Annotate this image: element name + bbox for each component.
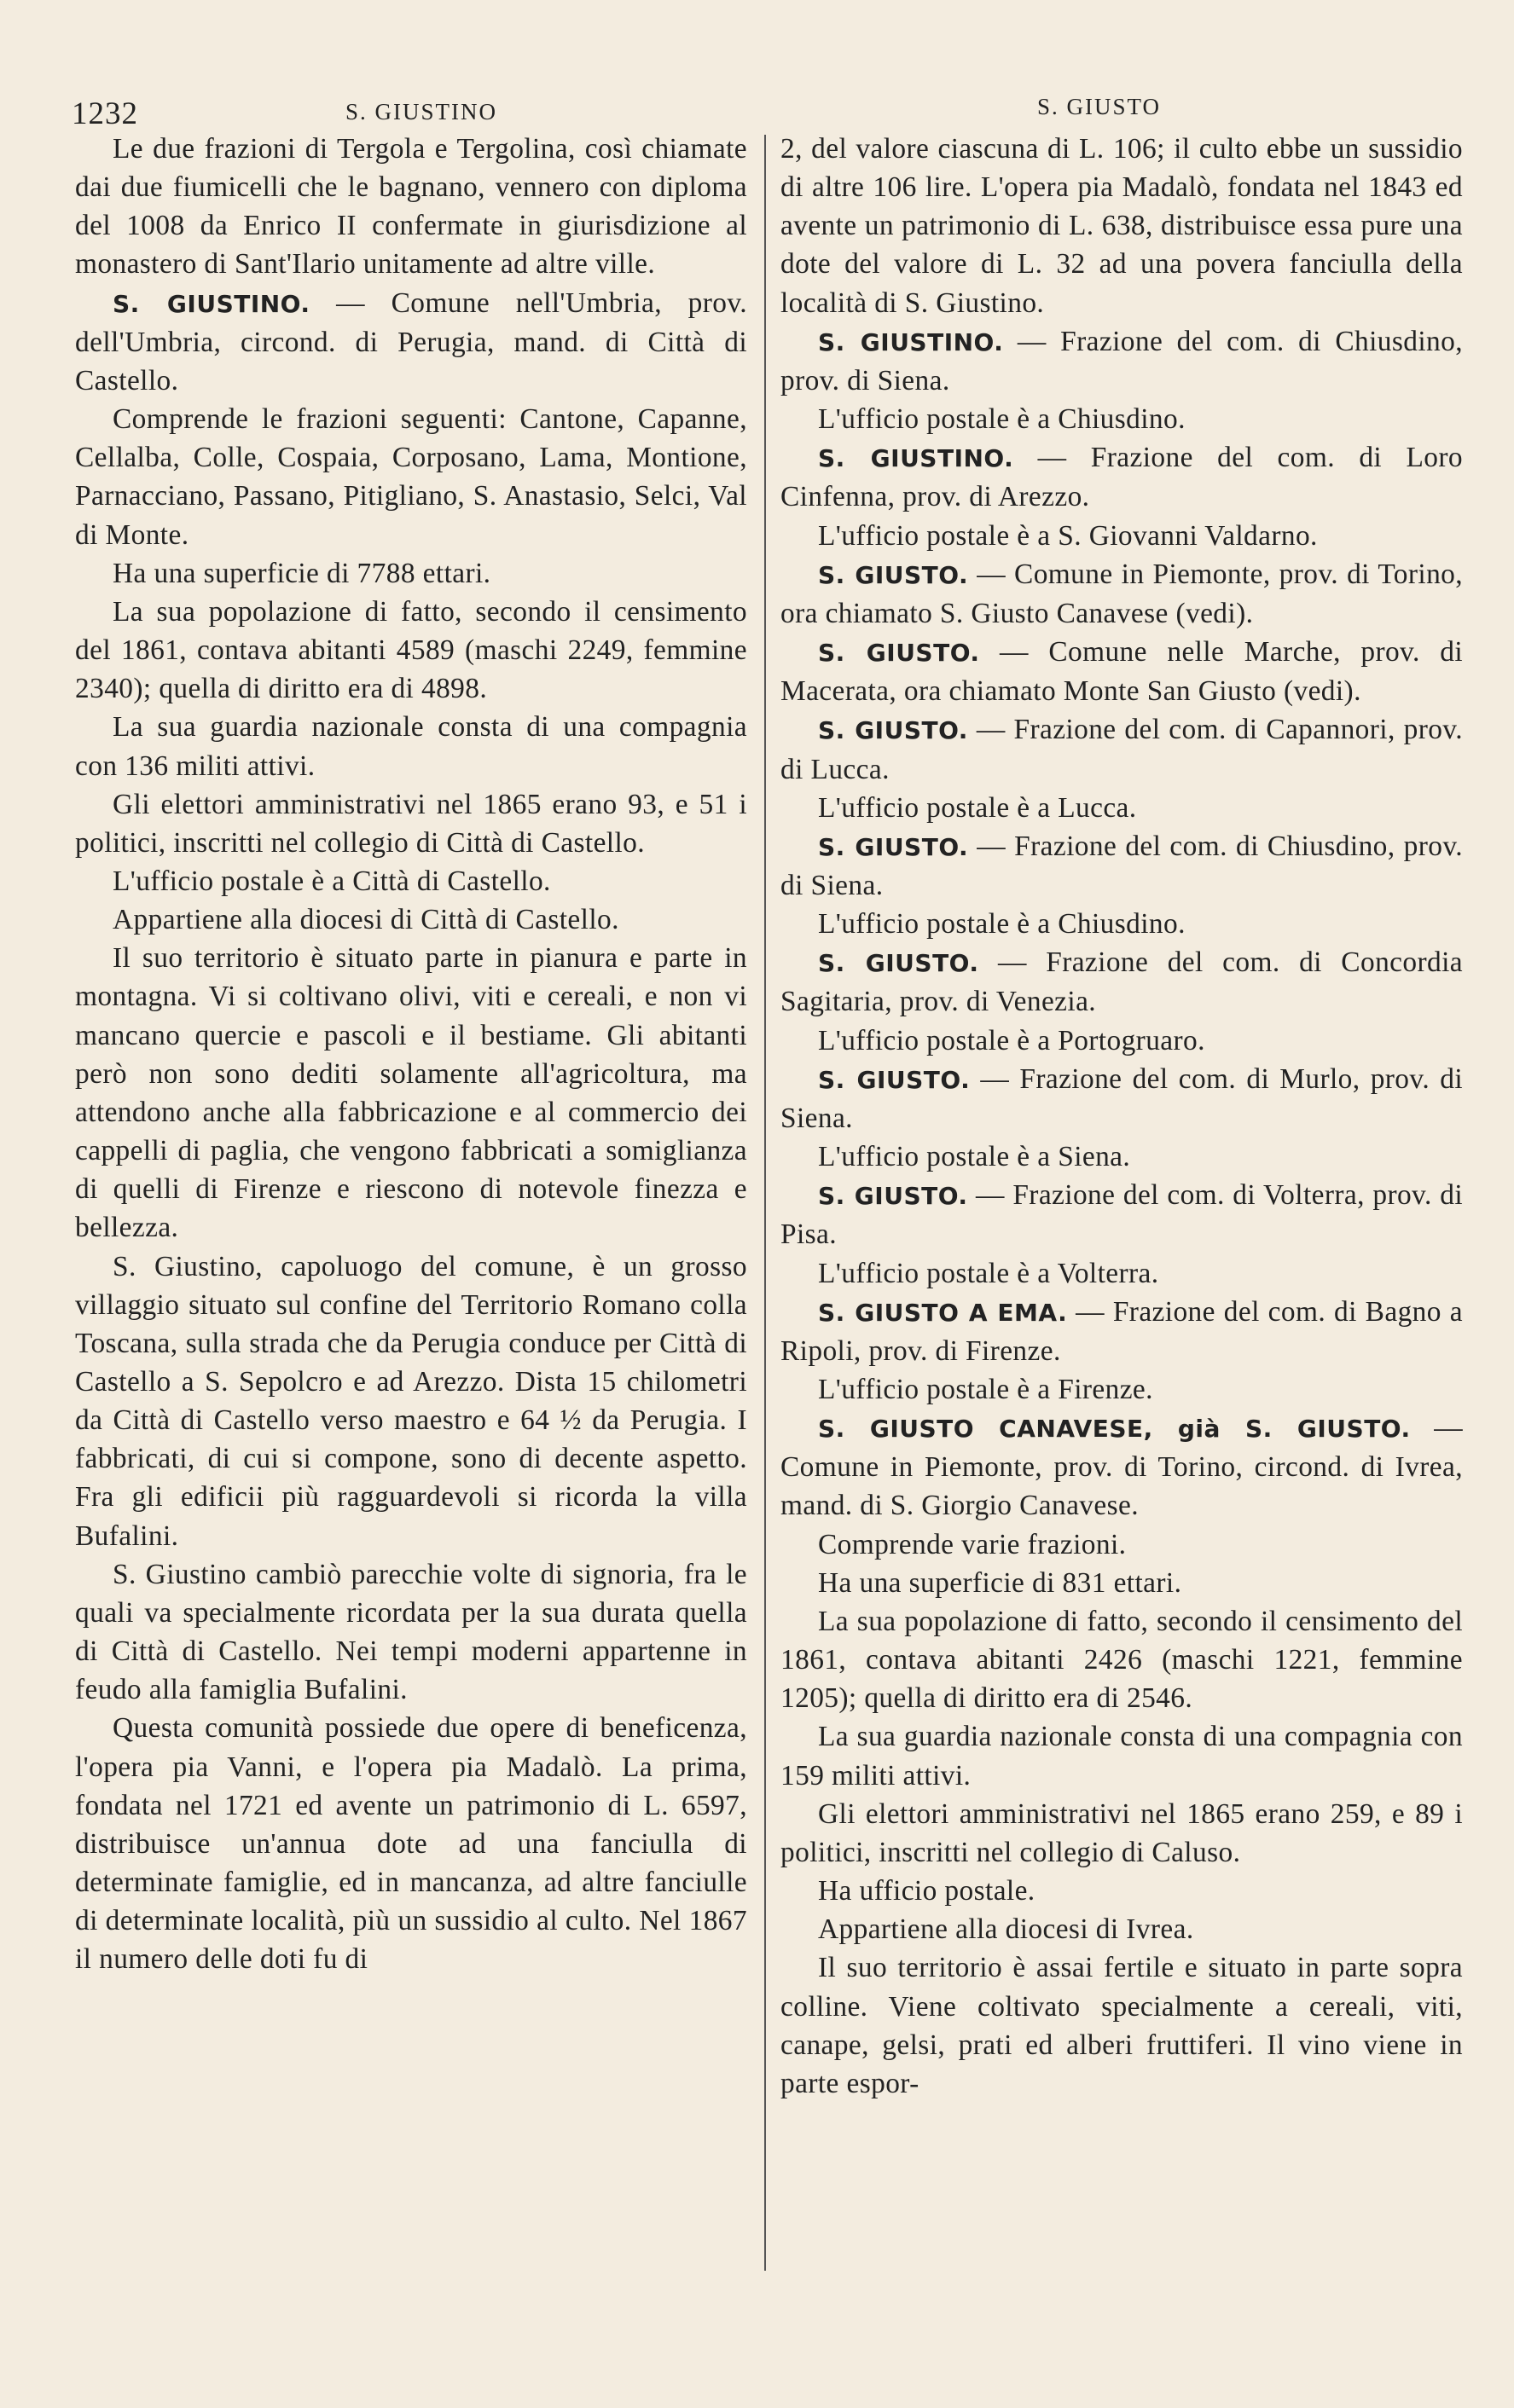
paragraph-text: L'ufficio postale è a Chiusdino. <box>818 403 1186 436</box>
body-paragraph <box>780 1022 1463 1060</box>
paragraph-text: — Frazione del com. di Murlo, prov. di Siena. <box>780 1062 1464 1134</box>
entry-paragraph <box>780 827 1463 905</box>
paragraph-text: L'ufficio postale è a Chiusdino. <box>818 908 1186 941</box>
running-head-right: S. GIUSTO <box>1037 94 1162 119</box>
entry-headword: S. GIUSTO. <box>818 1065 971 1094</box>
paragraph-text: La sua popolazione di fatto, secondo il censimento del 1861, contava abitanti 4589 (maschi 2249, femmine 2340); quella di diritto era di 4898. <box>75 595 747 705</box>
paragraph-text: Le due frazioni di Tergola e Tergolina, così chiamate dai due fiumicelli che le bagnano, vennero con diploma del 1008 da Enrico II confermate in giurisdizione al monastero di Sant'Ilario unitamente ad altre ville. <box>75 133 747 281</box>
body-paragraph <box>75 1709 747 1978</box>
body-paragraph <box>780 400 1463 438</box>
body-paragraph <box>75 785 747 862</box>
entry-paragraph <box>780 1060 1463 1137</box>
paragraph-text: S. Giustino, capoluogo del comune, è un grosso villaggio situato sul confine del Territorio Romano colla Toscana, sulla strada che da Perugia conduce per Città di Castello a S. Sepolcro e ad Arezzo. Dista 15 chilometri da Città di Castello verso maestro e 64 ½ da Perugia. I fabbricati, di cui si compone, sono di decente aspetto. Fra gli edificii più ragguardevoli si ricorda la villa Bufalini. <box>75 1250 747 1552</box>
running-head-left: S. GIUSTINO <box>345 99 498 124</box>
entry-headword: S. GIUSTO. <box>818 639 980 668</box>
right-column <box>780 130 1463 2103</box>
entry-paragraph <box>780 555 1463 633</box>
paragraph-text: — Frazione del com. di Chiusdino, prov. di Siena. <box>780 830 1464 901</box>
body-paragraph <box>780 905 1463 943</box>
paragraph-text: — Comune in Piemonte, prov. di Torino, ora chiamato S. Giusto Canavese (vedi). <box>780 558 1464 629</box>
paragraph-text: L'ufficio postale è a Volterra. <box>818 1257 1159 1289</box>
body-paragraph <box>780 789 1463 827</box>
paragraph-text: L'ufficio postale è a Città di Castello. <box>113 865 551 897</box>
entry-paragraph <box>780 710 1463 788</box>
entry-paragraph <box>780 438 1463 516</box>
entry-headword: S. GIUSTO. <box>818 1182 968 1211</box>
paragraph-text: Ha una superficie di 7788 ettari. <box>113 557 491 589</box>
entry-headword: S. GIUSTO A EMA. <box>818 1298 1068 1327</box>
body-paragraph <box>75 130 747 284</box>
entry-paragraph <box>780 633 1463 710</box>
body-paragraph <box>780 1795 1463 1872</box>
body-paragraph <box>780 1564 1463 1602</box>
left-column <box>75 130 747 1979</box>
paragraph-text: L'ufficio postale è a Portogruaro. <box>818 1024 1205 1056</box>
body-paragraph <box>75 900 747 939</box>
paragraph-text: — Frazione del com. di Concordia Sagitaria, prov. di Venezia. <box>780 946 1463 1018</box>
paragraph-text: — Frazione del com. di Volterra, prov. di Pisa. <box>780 1179 1464 1251</box>
paragraph-text: S. Giustino cambiò parecchie volte di signoria, fra le quali va specialmente ricordata per la sua durata quella di Città di Castello. Nei tempi moderni appartenne in feudo alla famiglia Bufalini. <box>75 1558 747 1706</box>
body-paragraph <box>780 1254 1463 1293</box>
entry-headword: S. GIUSTO. <box>818 716 968 745</box>
entry-paragraph <box>780 1409 1463 1525</box>
entry-headword: S. GIUSTO CANAVESE, già S. GIUSTO. <box>818 1415 1411 1444</box>
paragraph-text: Questa comunità possiede due opere di beneficenza, l'opera pia Vanni, e l'opera pia Madalò. La prima, fondata nel 1721 ed avente un patrimonio di L. 6597, distribuisce un'annua dote ad una fanciulla di determinate famiglie, ed in mancanza, ad altre fanciulle di determinate località, più un sussidio al culto. Nel 1867 il numero delle doti fu di <box>75 1712 747 1976</box>
body-paragraph <box>75 1555 747 1710</box>
body-paragraph <box>780 1948 1463 2103</box>
entry-headword: S. GIUSTO. <box>818 949 979 978</box>
body-paragraph <box>75 554 747 593</box>
paragraph-text: L'ufficio postale è a Lucca. <box>818 791 1137 824</box>
paragraph-text: 2, del valore ciascuna di L. 106; il culto ebbe un sussidio di altre 106 lire. L'opera pia Madalò, fondata nel 1843 ed avente un patrimonio di L. 638, distribuisce essa pure una dote del valore di L. 32 ad una povera fanciulla della località di S. Giustino. <box>780 133 1463 319</box>
paragraph-text: Ha una superficie di 831 ettari. <box>818 1566 1182 1599</box>
page-header <box>0 85 1514 136</box>
body-paragraph <box>75 939 747 1247</box>
paragraph-text: La sua guardia nazionale consta di una compagnia con 136 militi attivi. <box>75 711 747 782</box>
paragraph-text: — Frazione del com. di Loro Cinfenna, prov. di Arezzo. <box>780 442 1463 513</box>
paragraph-text: — Comune nelle Marche, prov. di Macerata, ora chiamato Monte San Giusto (vedi). <box>780 636 1463 708</box>
entry-headword: S. GIUSTO. <box>818 832 969 861</box>
paragraph-text: Il suo territorio è assai fertile e situato in parte sopra colline. Viene coltivato specialmente a cereali, viti, canape, gelsi, prati ed alberi fruttiferi. Il vino viene in parte espor- <box>780 1952 1463 2099</box>
body-paragraph <box>780 1137 1463 1176</box>
body-paragraph <box>75 708 747 784</box>
body-paragraph <box>780 1910 1463 1948</box>
paragraph-text: Ha ufficio postale. <box>818 1875 1035 1907</box>
paragraph-text: Comprende varie frazioni. <box>818 1528 1127 1560</box>
paragraph-text: La sua popolazione di fatto, secondo il censimento del 1861, contava abitanti 2426 (maschi 1221, femmine 1205); quella di diritto era di 2546. <box>780 1605 1463 1715</box>
body-paragraph <box>780 1602 1463 1717</box>
entry-paragraph <box>75 284 747 400</box>
body-paragraph <box>780 1525 1463 1564</box>
paragraph-text: Gli elettori amministrativi nel 1865 erano 93, e 51 i politici, inscritti nel collegio di Città di Castello. <box>75 788 747 859</box>
paragraph-text: — Comune nell'Umbria, prov. dell'Umbria, circond. di Perugia, mand. di Città di Castello. <box>75 287 747 397</box>
body-paragraph <box>75 400 747 554</box>
entry-headword: S. GIUSTINO. <box>113 289 310 318</box>
paragraph-text: La sua guardia nazionale consta di una compagnia con 159 militi attivi. <box>780 1721 1463 1792</box>
body-paragraph <box>780 130 1463 322</box>
paragraph-text: Il suo territorio è situato parte in pianura e parte in montagna. Vi si coltivano olivi, viti e cereali, e non vi mancano quercie e pascoli e il bestiame. Gli abitanti però non sono dediti solamente all'agricoltura, ma attendono anche alla fabbricazione e al commercio dei cappelli di paglia, che vengono fabbricati a somiglianza di quelli di Firenze e riescono di notevole finezza e bellezza. <box>75 942 747 1244</box>
body-paragraph <box>780 1717 1463 1794</box>
body-paragraph <box>780 1872 1463 1910</box>
body-paragraph <box>780 1370 1463 1409</box>
paragraph-text: — Frazione del com. di Capannori, prov. di Lucca. <box>780 714 1463 785</box>
entry-paragraph <box>780 1176 1463 1253</box>
column-divider <box>764 135 766 2271</box>
paragraph-text: L'ufficio postale è a Firenze. <box>818 1374 1153 1405</box>
paragraph-text: L'ufficio postale è a Siena. <box>818 1141 1131 1173</box>
paragraph-text: Gli elettori amministrativi nel 1865 erano 259, e 89 i politici, inscritti nel collegio di Caluso. <box>780 1797 1463 1868</box>
body-paragraph <box>75 593 747 708</box>
paragraph-text: Appartiene alla diocesi di Ivrea. <box>818 1913 1194 1946</box>
body-paragraph <box>780 517 1463 555</box>
paragraph-text: Comprende le frazioni seguenti: Cantone, Capanne, Cellalba, Colle, Cospaia, Corposano, Lama, Montione, Parnacciano, Passano, Pitigliano, S. Anastasio, Selci, Val di Monte. <box>75 403 747 551</box>
paragraph-text: Appartiene alla diocesi di Città di Castello. <box>113 904 619 936</box>
entry-headword: S. GIUSTINO. <box>818 444 1014 473</box>
entry-headword: S. GIUSTINO. <box>818 327 1004 356</box>
paragraph-text: — Frazione del com. di Bagno a Ripoli, prov. di Firenze. <box>780 1295 1463 1367</box>
entry-paragraph <box>780 322 1463 400</box>
entry-headword: S. GIUSTO. <box>818 560 969 589</box>
paragraph-text: L'ufficio postale è a S. Giovanni Valdarno. <box>818 519 1318 552</box>
page-number: 1232 <box>72 96 138 131</box>
entry-paragraph <box>780 943 1463 1021</box>
body-paragraph <box>75 862 747 900</box>
paragraph-text: — Frazione del com. di Chiusdino, prov. di Siena. <box>780 325 1463 397</box>
paragraph-text: — Comune in Piemonte, prov. di Torino, circond. di Ivrea, mand. di S. Giorgio Canavese. <box>780 1412 1464 1522</box>
entry-paragraph <box>780 1293 1463 1370</box>
body-paragraph <box>75 1247 747 1555</box>
